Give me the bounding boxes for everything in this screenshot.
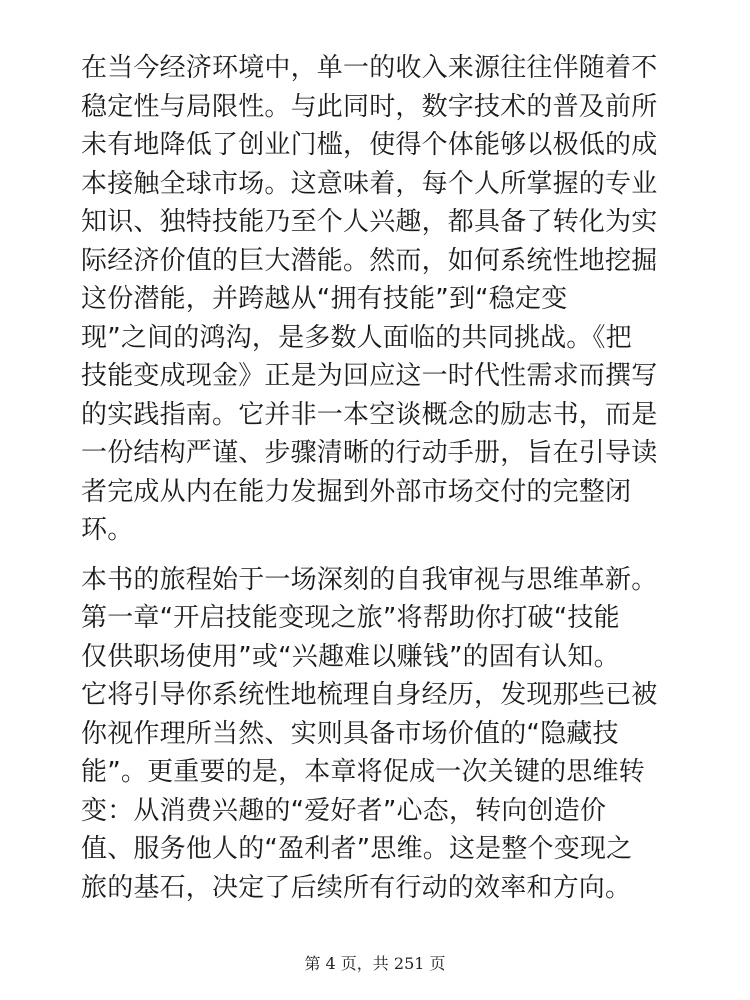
text-line: 环。 xyxy=(81,515,134,545)
text-line: 现”之间的鸿沟，是多数人面临的共同挑战。《把 xyxy=(81,322,632,353)
paragraph xyxy=(81,49,676,550)
body-text xyxy=(81,49,676,907)
text-line: 知识、独特技能乃至个人兴趣，都具备了转化为实 xyxy=(81,207,658,237)
text-line: 在当今经济环境中，单一的收入来源往往伴随着不 xyxy=(81,53,658,83)
text-line: 旅的基石，决定了后续所有行动的效率和方向。 xyxy=(81,872,632,903)
text-line: 者完成从内在能力发掘到外部市场交付的完整闭 xyxy=(81,476,632,507)
text-line: 它将引导你系统性地梳理自身经历，发现那些已被 xyxy=(81,680,658,710)
text-line: 这份潜能，并跨越从“拥有技能”到“稳定变 xyxy=(81,284,568,314)
text-line: 你视作理所当然、实则具备市场价值的“隐藏技 xyxy=(81,718,619,749)
text-line: 技能变成现金》正是为回应这一时代性需求而撰写 xyxy=(81,361,658,391)
text-line: 变：从消费兴趣的“爱好者”心态，转向创造价 xyxy=(81,795,607,826)
text-line: 仅供职场使用”或“兴趣难以赚钱”的固有认知。 xyxy=(81,641,620,672)
text-line: 的实践指南。它并非一本空谈概念的励志书，而是 xyxy=(81,399,658,430)
text-line: 本接触全球市场。这意味着，每个人所掌握的专业 xyxy=(81,168,658,199)
page-number-footer: 第 4 页，共 251 页 xyxy=(304,954,446,973)
text-line: 值、服务他人的“盈利者”思维。这是整个变现之 xyxy=(81,834,633,864)
text-line: 稳定性与局限性。与此同时，数字技术的普及前所 xyxy=(81,91,658,122)
text-line: 能”。更重要的是，本章将促成一次关键的思维转 xyxy=(81,757,645,787)
paragraph xyxy=(81,561,676,908)
text-line: 一份结构严谨、步骤清晰的行动手册，旨在引导读 xyxy=(81,438,658,468)
text-line: 本书的旅程始于一场深刻的自我审视与思维革新。 xyxy=(81,564,658,595)
text-line: 际经济价值的巨大潜能。然而，如何系统性地挖掘 xyxy=(81,245,658,276)
text-line: 第一章“开启技能变现之旅”将帮助你打破“技能 xyxy=(81,603,620,633)
text-line: 未有地降低了创业门槛，使得个体能够以极低的成 xyxy=(81,130,658,160)
